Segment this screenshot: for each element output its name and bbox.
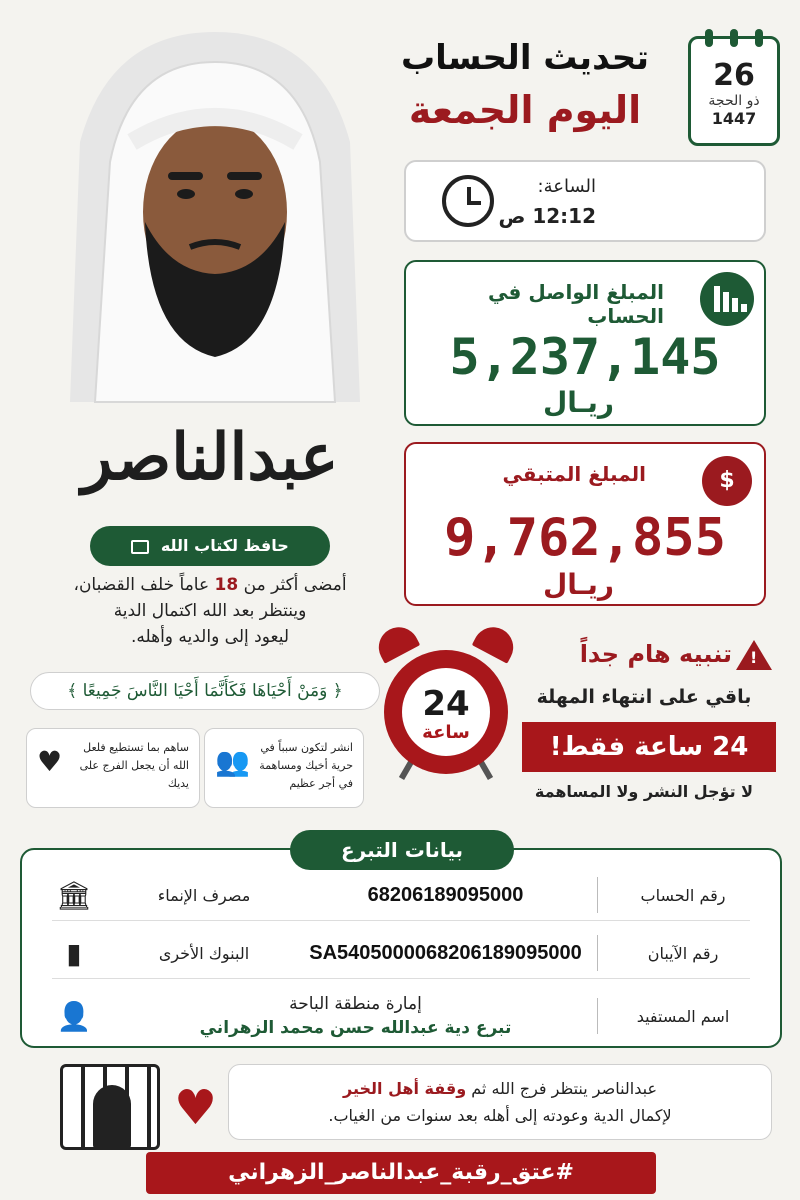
calendar-widget (688, 36, 780, 146)
share-card (204, 728, 364, 808)
share-text: انشر لتكون سبباً في حرية أخيك ومساهمة في أجر عظيم (259, 741, 353, 790)
time-label: الساعة: (537, 176, 596, 197)
remaining-amount-card (404, 442, 766, 606)
quran-verse: ﴿ وَمَنْ أَحْيَاهَا فَكَأَنَّمَا أَحْيَا النَّاسَ جَمِيعًا ﴾ (30, 672, 380, 710)
deadline-banner: 24 ساعة فقط! (522, 722, 776, 772)
contribute-text: ساهم بما تستطيع فلعل الله أن يجعل الفرج على يديك (79, 741, 189, 790)
warning-subtitle: باقي على انتهاء المهلة (536, 686, 752, 708)
warning-footer: لا تؤجل النشر ولا المساهمة (534, 782, 754, 801)
desc-text: أمضى أكثر من (243, 575, 347, 595)
footer-note (228, 1064, 772, 1140)
warning-title: تنبيه هام جداً (579, 640, 732, 668)
calendar-year: 1447 (711, 109, 757, 128)
footer-note-highlight: وقفة أهل الخير (343, 1079, 467, 1098)
account-row (34, 870, 768, 920)
beneficiary-row (34, 986, 768, 1046)
account-number: 68206189095000 (367, 883, 524, 906)
bank-building-icon: 🏛 (56, 878, 92, 912)
desc-line: وينتظر بعد الله اكتمال الدية (113, 601, 307, 621)
donation-title: بيانات التبرع (290, 830, 514, 870)
time-value: 12:12 ص (498, 204, 596, 228)
card-icon: ▮ (66, 936, 82, 970)
remaining-currency: ريـال (542, 568, 614, 601)
desc-years: 18 (214, 575, 239, 595)
alarm-number: 24 (422, 684, 470, 724)
heart-hands-icon: ♥ (37, 745, 63, 778)
calendar-month: ذو الحجة (708, 93, 760, 109)
iban-number: SA5405000068206189095000 (309, 941, 582, 964)
people-icon: 👥 (215, 745, 250, 778)
clock-icon (442, 175, 494, 227)
desc-text: عاماً خلف القضبان، (73, 575, 210, 595)
received-amount-card (404, 260, 766, 426)
page-subtitle: اليوم الجمعة (408, 88, 642, 132)
warning-icon: ! (736, 640, 772, 670)
footer-note-text: عبدالناصر ينتظر فرج الله ثم (471, 1079, 657, 1098)
alarm-unit: ساعة (422, 722, 470, 743)
footer-note-line: لإكمال الدية وعودته إلى أهله بعد سنوات من الغياب. (328, 1106, 672, 1125)
received-amount: 5,237,145 (449, 328, 721, 386)
calendar-ring-icon (730, 29, 738, 47)
hafiz-badge (90, 526, 330, 566)
received-currency: ريـال (542, 386, 614, 419)
money-bag-icon: $ (702, 456, 752, 506)
calendar-ring-icon (705, 29, 713, 47)
prison-icon (60, 1064, 160, 1150)
account-bank: مصرف الإنماء (157, 885, 251, 905)
iban-bank: البنوك الأخرى (158, 943, 250, 963)
beneficiary-purpose: تبرع دية عبدالله حسن محمد الزهراني (199, 1018, 512, 1038)
time-card (404, 160, 766, 242)
calendar-ring-icon (755, 29, 763, 47)
remaining-label: المبلغ المتبقي (502, 462, 646, 486)
received-label: المبلغ الواصل في الحساب (488, 280, 664, 328)
page-title: تحديث الحساب (401, 38, 649, 78)
account-label: رقم الحساب (640, 885, 726, 905)
contribute-card (26, 728, 200, 808)
desc-line: ليعود إلى والديه وأهله. (130, 627, 290, 647)
calendar-day: 26 (713, 58, 755, 93)
donation-details (20, 848, 782, 1048)
quran-book-icon (131, 540, 149, 554)
person-name: عبدالناصر (81, 420, 339, 495)
person-portrait (50, 22, 380, 422)
broken-heart-icon: ♥ (174, 1080, 218, 1136)
hashtag-banner: #عتق_رقبة_عبدالناصر_الزهراني (146, 1152, 656, 1194)
iban-label: رقم الآيبان (647, 943, 719, 963)
badge-label: حافظ لكتاب الله (160, 536, 289, 555)
beneficiary-name: إمارة منطقة الباحة (289, 994, 422, 1014)
iban-row (34, 928, 768, 978)
user-icon: 👤 (56, 999, 92, 1033)
alarm-clock-icon (376, 628, 516, 798)
growth-chart-icon (700, 272, 754, 326)
beneficiary-label: اسم المستفيد (636, 1006, 730, 1026)
person-description (20, 572, 400, 650)
remaining-amount: 9,762,855 (444, 508, 726, 568)
